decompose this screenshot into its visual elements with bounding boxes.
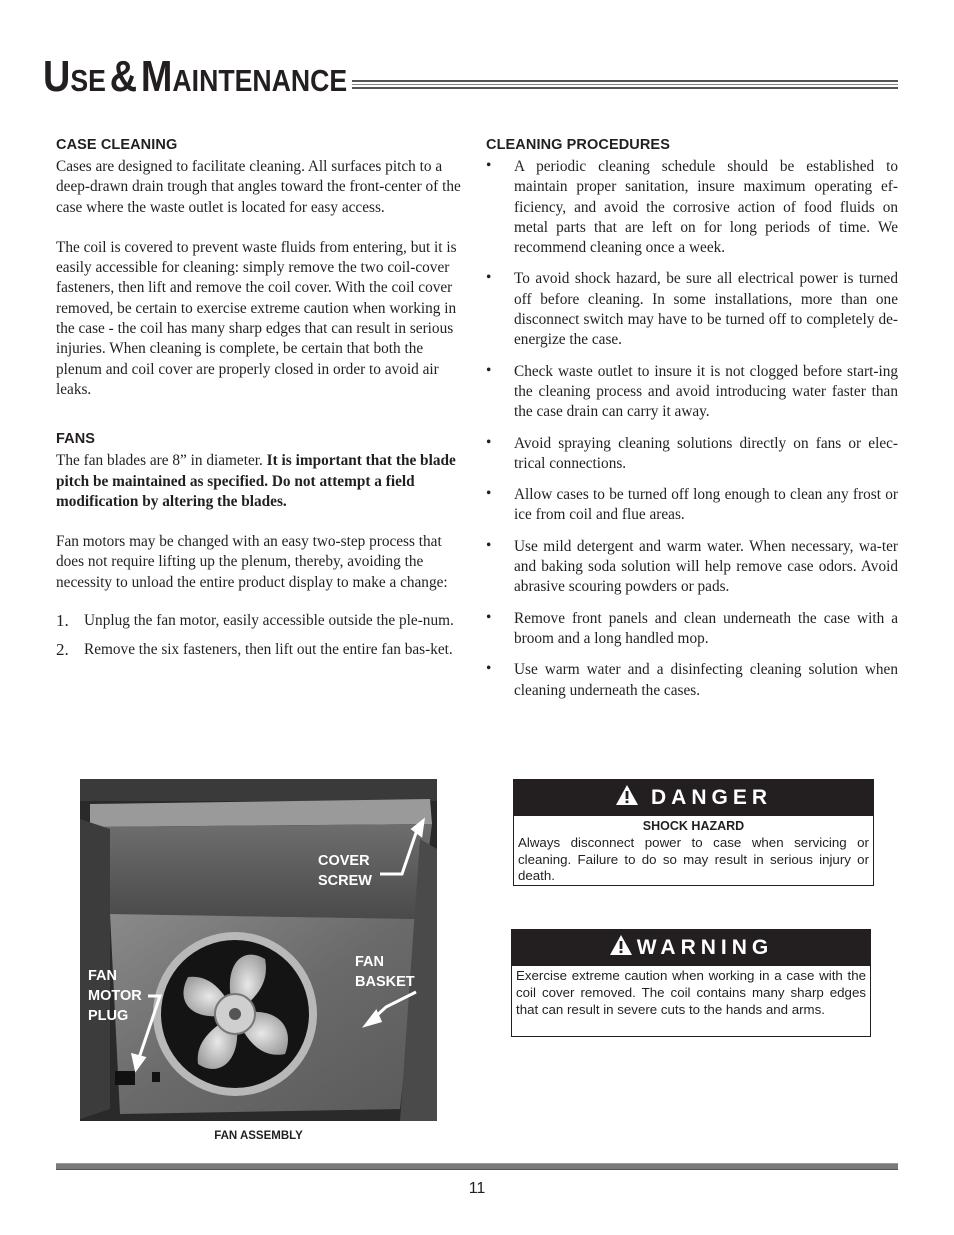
case-cleaning-paragraph-1: Cases are designed to facilitate cleaning. All surfaces pitch to a deep-drawn drain trough that angles toward the front-center of the case where the waste outlet is located for easy access. <box>56 158 461 216</box>
right-column <box>486 136 898 712</box>
fan-replacement-steps <box>56 611 466 661</box>
fan-assembly-photo <box>80 779 437 1121</box>
case-cleaning-heading: CASE CLEANING <box>56 137 178 153</box>
list-item: • Check waste outlet to insure it is not clogged before start-ing the cleaning process and avoid introducing water faster than the case drain can carry it away. <box>486 361 898 421</box>
danger-header <box>514 780 873 816</box>
motor-plug <box>115 1071 135 1085</box>
fan-assembly-illustration <box>80 779 437 1121</box>
list-item: • Allow cases to be turned off long enough to clean any frost or ice from coil and flue areas. <box>486 485 898 524</box>
warning-text: Exercise extreme caution when working in a case with the coil cover removed. The coil contains many sharp edges that can result in severe cuts to the hands and arms. <box>516 968 866 1017</box>
danger-subhead: SHOCK HAZARD <box>642 819 745 833</box>
list-item: • Use warm water and a disinfecting cleaning solution when cleaning underneath the cases. <box>486 660 898 699</box>
warning-title: WARNING <box>636 936 774 959</box>
danger-callout <box>513 779 874 886</box>
list-item: • To avoid shock hazard, be sure all electrical power is turned off before cleaning. In some installations, more than one disconnect switch may have to be turned off to completely de-energize the case. <box>486 269 898 349</box>
list-item: 1. Unplug the fan motor, easily accessible outside the ple-num. <box>56 611 454 631</box>
fan-motor-plug-label: FAN MOTOR PLUG <box>88 968 142 1024</box>
warning-triangle-icon <box>609 934 633 962</box>
page-number: 11 <box>468 1180 486 1197</box>
fan-assembly-caption: FAN ASSEMBLY <box>214 1130 303 1142</box>
warning-callout <box>511 929 871 1037</box>
footer-rule <box>56 1163 898 1170</box>
danger-text: Always disconnect power to case when servicing or cleaning. Failure to do so may result in serious injury or death. <box>518 834 869 884</box>
title-rule <box>352 80 898 89</box>
list-item: 2. Remove the six fasteners, then lift out the entire fan bas-ket. <box>56 640 453 660</box>
page-title: USE & MAINTENANCE <box>43 52 348 101</box>
fan-basket-label: FAN BASKET <box>355 954 415 990</box>
warning-triangle-icon <box>615 784 639 812</box>
list-item: • Use mild detergent and warm water. When necessary, wa-ter and baking soda solution will help remove case odors. Avoid abrasive scouring powders or pads. <box>486 536 898 596</box>
cleaning-procedures-heading: CLEANING PROCEDURES <box>486 137 670 153</box>
list-item: • Avoid spraying cleaning solutions directly on fans or elec-trical connections. <box>486 433 898 472</box>
fans-paragraph-2: Fan motors may be changed with an easy two-step process that does not require lifting up the plenum, thereby, avoiding the necessity to unload the entire product display to make a change: <box>56 533 448 591</box>
cleaning-procedures-list <box>486 157 898 701</box>
case-cleaning-paragraph-2: The coil is covered to prevent waste fluids from entering, but it is easily accessible for cleaning: simply remove the two coil-cover fasteners, then lift and remove the coil cover. With the coil cover removed, be certain to exercise extreme caution when working in the case - the coil has many sharp edges that can result in serious injuries. When cleaning is complete, be certain that both the plenum and coil cover are properly closed in order to avoid air leaks. <box>56 238 457 398</box>
list-item: • Remove front panels and clean underneath the case with a broom and a long handled mop. <box>486 608 898 647</box>
left-column <box>56 136 466 670</box>
list-item: • A periodic cleaning schedule should be established to maintain proper sanitation, insure maximum operating ef-ficiency, and avoid the corrosive action of food fluids on metal parts that are left on for long periods of time. We recommend cleaning once a week. <box>486 157 898 257</box>
fans-paragraph-1: The fan blades are 8” in diameter. It is important that the blade pitch be maintained as specified. Do not attempt a field modification by altering the blades. <box>56 452 456 510</box>
cover-screw-label: COVER SCREW <box>318 853 372 889</box>
fans-heading: FANS <box>56 431 96 448</box>
danger-title: DANGER <box>650 786 772 809</box>
warning-header <box>512 930 870 966</box>
